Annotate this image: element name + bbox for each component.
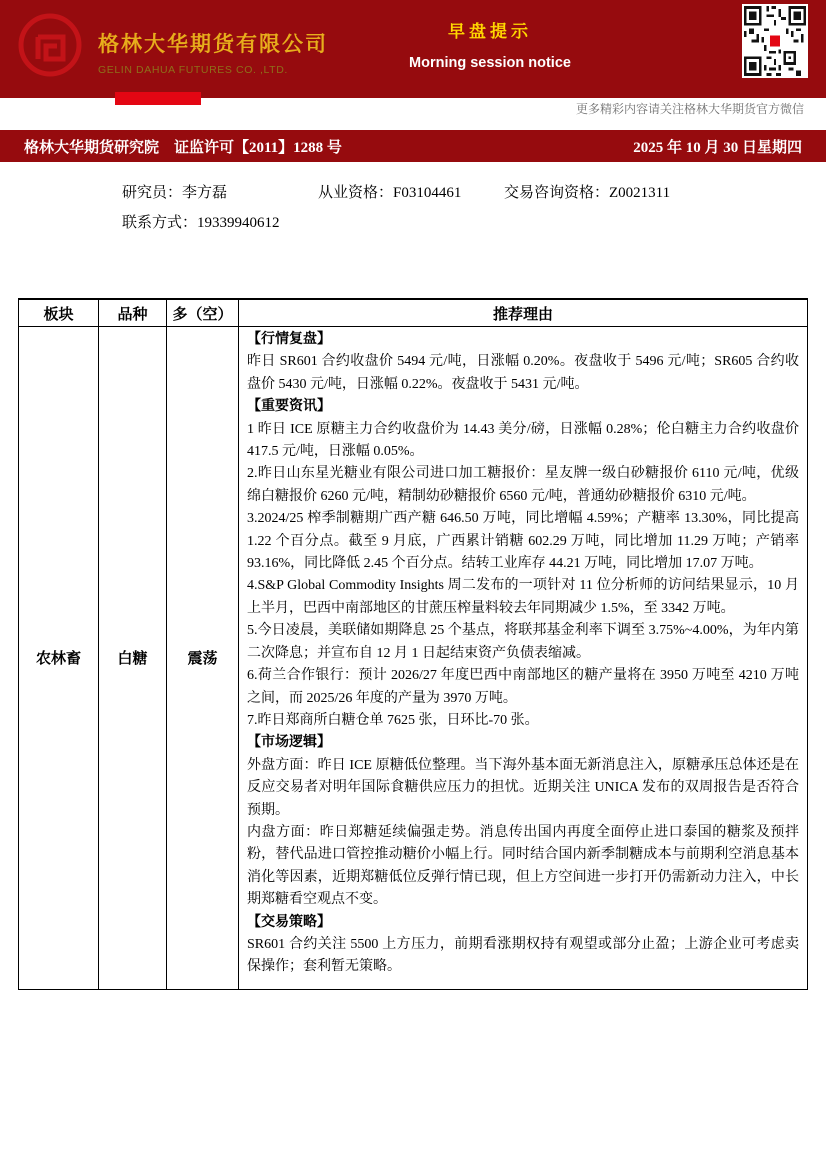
cell-sector: 农林畜 <box>19 327 99 990</box>
reason-paragraph: 2.昨日山东星光糖业有限公司进口加工糖报价：星友牌一级白砂糖报价 6110 元/吨，优级绵白糖报价 6260 元/吨，精制幼砂糖报价 6560 元/吨，普通幼砂糖报价 6310 元/吨。 <box>247 466 799 504</box>
reason-paragraph: 外盘方面：昨日 ICE 原糖低位整理。当下海外基本面无新消息注入，原糖承压总体还是在反应交易者对明年国际食糖供应压力的担忧。近期关注 UNICA 发布的双周报告是否符合预期。 <box>247 757 799 818</box>
cell-reason <box>239 327 808 990</box>
cell-position: 震荡 <box>167 327 239 990</box>
reason-paragraph: 6.荷兰合作银行：预计 2026/27 年度巴西中南部地区的糖产量将在 3950 万吨至 4210 万吨之间，而 2025/26 年度的产量为 3970 万吨。 <box>247 668 799 706</box>
reason-paragraph: 昨日 SR601 合约收盘价 5494 元/吨，日涨幅 0.20%。夜盘收于 5496 元/吨；SR605 合约收盘价 5430 元/吨，日涨幅 0.22%。夜盘收于 5431 元/吨。 <box>247 354 799 392</box>
table-row <box>19 327 808 990</box>
company-logo-icon <box>16 11 84 79</box>
researcher-advisory: 交易咨询资格：Z0021311 <box>504 185 671 201</box>
logo-red-bar <box>115 92 201 105</box>
report-date: 2025 年 10 月 30 日星期四 <box>633 139 802 156</box>
header-banner <box>0 0 826 98</box>
qr-code-icon <box>742 4 808 78</box>
col-header-sector: 板块 <box>19 299 99 327</box>
notice-subtitle: Morning session notice <box>409 55 571 71</box>
institute-license: 格林大华期货研究院 证监许可【2011】1288 号 <box>24 139 342 156</box>
reason-paragraph: 内盘方面：昨日郑糖延续偏强走势。消息传出国内再度全面停止进口泰国的糖浆及预拌粉，替代品进口管控推动糖价小幅上行。同时结合国内新季制糖成本与前期利空消息基本消化等因素，近期郑糖低位反弹行情已现，但上方空间进一步打开仍需新动力注入，中长期郑糖看空观点不变。 <box>247 824 799 908</box>
notice-title: 早盘提示 <box>448 22 532 41</box>
reason-paragraph: 4.S&P Global Commodity Insights 周二发布的一项针对 11 位分析师的访问结果显示，10 月上半月，巴西中南部地区的甘蔗压榨量料较去年同期减少 1.5%，至 3342 万吨。 <box>247 578 799 616</box>
cell-variety: 白糖 <box>99 327 167 990</box>
reason-section-heading: 【市场逻辑】 <box>247 735 331 751</box>
researcher-name: 研究员：李方磊 <box>122 185 228 201</box>
wechat-note: 更多精彩内容请关注格林大华期货官方微信 <box>575 102 804 116</box>
researcher-contact: 联系方式：19339940612 <box>122 215 280 231</box>
company-logo <box>16 11 328 79</box>
reason-paragraph: 3.2024/25 榨季制糖期广西产糖 646.50 万吨，同比增幅 4.59%；产糖率 13.30%，同比提高 1.22 个百分点。截至 9 月底，广西累计销糖 602.29 万吨，同比增加 11.29 万吨；产销率 93.16%，同比降低 2.45 个百分点。结转工业库存 44.21 万吨，同比增加 17.07 万吨。 <box>247 511 799 572</box>
company-name: 格林大华期货有限公司 <box>98 32 328 56</box>
reason-section-heading: 【交易策略】 <box>247 914 331 930</box>
recommendation-table <box>18 298 808 990</box>
subheader-bar <box>0 130 826 162</box>
researcher-line-2 <box>122 208 826 238</box>
col-header-variety: 品种 <box>99 299 167 327</box>
reason-section-heading: 【重要资讯】 <box>247 399 331 415</box>
table-header-row <box>19 299 808 327</box>
company-name-block <box>98 11 328 79</box>
researcher-line-1 <box>122 178 826 208</box>
reason-paragraph: SR601 合约关注 5500 上方压力，前期看涨期权持有观望或部分止盈；上游企业可考虑卖保操作；套利暂无策略。 <box>247 936 799 975</box>
researcher-qualification: 从业资格：F03104461 <box>318 185 462 201</box>
col-header-reason: 推荐理由 <box>239 299 808 327</box>
company-name-en: GELIN DAHUA FUTURES CO. ,LTD. <box>98 64 288 76</box>
reason-paragraph: 1 昨日 ICE 原糖主力合约收盘价为 14.43 美分/磅，日涨幅 0.28%；伦白糖主力合约收盘价 417.5 元/吨，日涨幅 0.05%。 <box>247 421 799 460</box>
reason-paragraph: 7.昨日郑商所白糖仓单 7625 张，日环比-70 张。 <box>247 712 539 728</box>
reason-section-heading: 【行情复盘】 <box>247 332 331 347</box>
col-header-position: 多（空） <box>167 299 239 327</box>
notice-title-block <box>360 17 620 71</box>
researcher-info <box>122 178 826 238</box>
reason-paragraph: 5.今日凌晨，美联储如期降息 25 个基点，将联邦基金利率下调至 3.75%~4.00%，为年内第二次降息；并宣布自 12 月 1 日起结束资产负债表缩减。 <box>247 623 799 661</box>
